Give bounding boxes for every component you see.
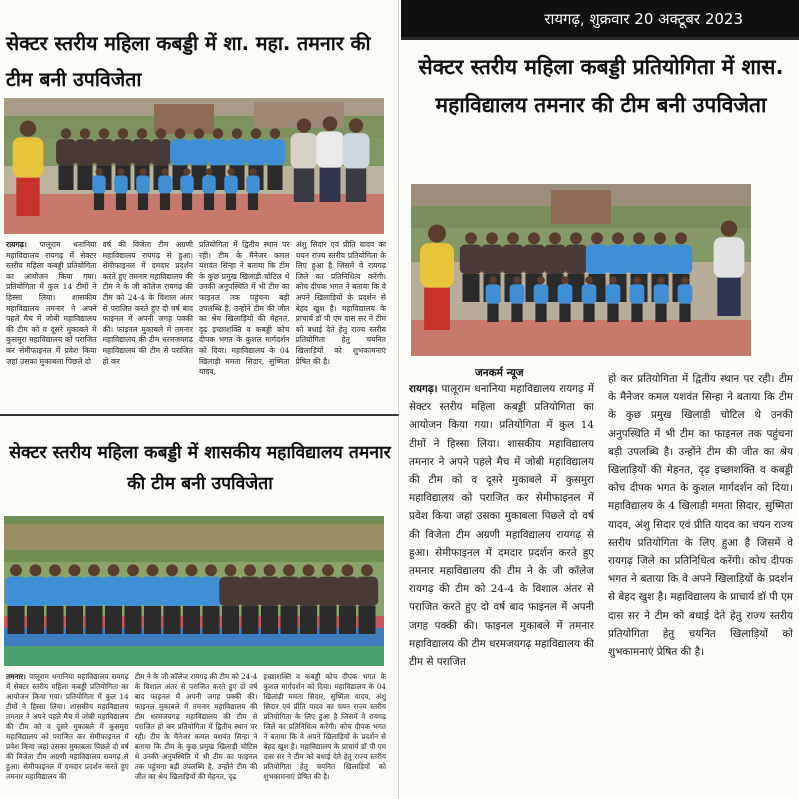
newspaper-masthead: [401, 0, 799, 40]
clipping-c-team-photo: [411, 184, 751, 356]
clipping-b-column-2: टीम ने के जी कॉलेज रायगढ़ की टीम को 24-4 के विशाल अंतर से पराजित करते हुए दो वर्ष बाद फाइनल में अपनी जगह पक्की की। फाइनल मुकाबले में तमनार महाविद्यालय की टीम धरमजयगढ़ महाविद्यालय की टीम से पराजित हो कर प्रतियोगिता में द्वितीय स्थान पर रही। टीम के मैनेजर कमल यशवंत सिन्हा ने बताया कि टीम के कुछ प्रमुख खिलाड़ी चोटिल थे उनकी अनुपस्थिति में भी टीम का फाइनल तक पहुंचना बड़ी उपलब्धि है, उन्होंने टीम की जीत का श्रेय खिलाड़ियों की मेहनत, दृढ़: [134, 672, 258, 781]
clipping-a-column-3: प्रतियोगिता में द्वितीय स्थान पर रही। टीम के मैनेजर कमल यशवंत सिन्हा ने बताया कि टीम के कुछ प्रमुख खिलाड़ी चोटिल थे उनकी अनुपस्थिति में भी टीम का फाइनल तक पहुंचना बड़ी उपलब्धि है, उन्होंने टीम की जीत का श्रेय खिलाड़ियों की मेहनत, दृढ़ इच्छाशक्ति व कबड्डी कोच दीपक भगत के कुशल मार्गदर्शन को दिया। महाविद्यालय के 04 खिलाड़ी ममता सिदार, सुष्मिता यादव,: [199, 240, 290, 377]
clipping-c-headline: सेक्टर स्तरीय महिला कबड्डी प्रतियोगिता में शास. महाविद्यालय तमनार की टीम बनी उपविजेता: [418, 55, 784, 117]
clipping-a-column-4: अंशु सिदार एवं प्रीति यादव का चयन राज्य स्तरीय प्रतियोगिता के लिए हुआ है जिसमें वे रायगढ़ जिले का प्रतिनिधित्व करेंगी। कोच दीपक भगत ने बताया कि वे अपने खिलाड़ियों के प्रदर्शन से बेहद खुश है। महाविद्यालय के प्राचार्य डॉ पी एम दास सर ने टीम को बधाई देते हेतु राज्य स्तरीय प्रतियोगिता हेतु चयनित खिलाड़ियों को शुभकामनाएं प्रेषित की है।: [295, 240, 386, 366]
clipping-top-left: [0, 0, 399, 412]
clipping-b-dateline: तमनार।: [6, 672, 26, 681]
clipping-c-column-right: हो कर प्रतियोगिता में द्वितीय स्थान पर रही। टीम के मैनेजर कमल यशवंत सिन्हा ने बताया कि टीम के कुछ प्रमुख खिलाड़ी चोटिल थे उनकी अनुपस्थिति में भी टीम का फाइनल तक पहुंचना बड़ी उपलब्धि है। उन्होंने टीम की जीत का श्रेय खिलाड़ियों की मेहनत, दृढ़ इच्छाशक्ति व कबड्डी कोच दीपक भगत के कुशल मार्गदर्शन को दिया। महाविद्यालय के 4 खिलाड़ी ममता सिदार, सुष्मिता यादव, अंशु सिदार एवं प्रीति यादव का चयन राज्य स्तरीय प्रतियोगिता के लिए हुआ है जिसमें वे रायगढ़ जिले का प्रतिनिधित्व करेंगी। कोच दीपक भगत ने बताया कि वे अपने खिलाड़ियों के प्रदर्शन से बेहद खुश है। महाविद्यालय के प्राचार्य डॉ पी एम दास सर ने टीम को बधाई देते हेतु राज्य स्तरीय प्रतियोगिता हेतु चयनित खिलाड़ियों को शुभकामनाएं प्रेषित की है।: [608, 373, 793, 659]
clipping-c-body: [409, 370, 793, 794]
clipping-a-column-1: पालूराम धनानिया महाविद्यालय रायगढ़ में सेक्टर स्तरीय महिला कबड्डी प्रतियोगिता का आयोजन किया गया। प्रतियोगिता में कुल 14 टीमों ने हिस्सा लिया। शासकीय महाविद्यालय तमनार ने अपने पहले मैच में जोबी महाविद्यालय की टीम को व दूसरे मुकाबले में कुसमुरा महाविद्यालय को पराजित कर सेमीफाइनल में प्रवेश किया जहां उसका मुकाबला पिछले दो: [6, 240, 97, 366]
clipping-a-column-2: वर्ष की विजेता टीम अग्रणी महाविद्यालय रायगढ़ से हुआ। सेमीफाइनल में दमदार प्रदर्शन करते हुए तमनार महाविद्यालय की टीम ने के जी कॉलेज रायगढ़ की टीम को 24-4 के विशाल अंतर से पराजित करते हुए दो वर्ष बाद फाइनल में अपनी जगह पक्की की। फाइनल मुकाबले में तमनार महाविद्यालय की टीम धरमजयगढ़ महाविद्यालय की टीम से पराजित हो कर: [102, 240, 193, 366]
clipping-bottom-left: [0, 414, 399, 799]
clipping-a-team-photo: [4, 98, 384, 234]
masthead-date: रायगढ़, शुक्रवार 20 अक्टूबर 2023: [544, 10, 743, 28]
clipping-a-dateline: रायगढ़।: [6, 240, 27, 249]
clipping-a-body: [6, 240, 386, 408]
clipping-right: [401, 0, 799, 799]
clipping-b-body: [6, 672, 386, 796]
clipping-a-headline: सेक्टर स्तरीय महिला कबड्डी में शा. महा. तमनार की टीम बनी उपविजेता: [6, 32, 371, 91]
clipping-c-dateline: रायगढ़।: [409, 383, 438, 395]
clipping-b-court-photo: [4, 516, 384, 666]
clipping-c-byline: जनकर्म न्यूज: [475, 367, 524, 379]
clipping-c-column-left: पालूराम धनानिया महाविद्यालय रायगढ़ में सेक्टर स्तरीय महिला कबड्डी प्रतियोगिता का आयोजन किया गया। प्रतियोगिता में कुल 14 टीमों ने हिस्सा लिया। शासकीय महाविद्यालय तमनार ने अपने पहले मैच में जोबी महाविद्यालय की टीम को व दूसरे मुकाबले में कुसमुरा महाविद्यालय को पराजित कर सेमीफाइनल में प्रवेश किया जहां उसका मुकाबला पिछले दो वर्ष की विजेता टीम अग्रणी महाविद्यालय रायगढ़ से हुआ। सेमीफाइनल में दमदार प्रदर्शन करते हुए तमनार महाविद्यालय की टीम ने के जी कॉलेज रायगढ़ की टीम को 24-4 के विशाल अंतर से पराजित करते हुए दो वर्ष बाद फाइनल में अपनी जगह पक्की की। फाइनल मुकाबले में तमनार महाविद्यालय की टीम धरमजयगढ़ महाविद्यालय की टीम से पराजित: [409, 383, 594, 669]
clipping-b-headline: सेक्टर स्तरीय महिला कबड्डी में शासकीय महाविद्यालय तमनार की टीम बनी उपविजेता: [9, 443, 391, 494]
clipping-b-column-1: पालूराम धनानिया महाविद्यालय रायगढ़ में सेक्टर स्तरीय महिला कबड्डी प्रतियोगिता का आयोजन किया गया। प्रतियोगिता में कुल 14 टीमों ने हिस्सा लिया। शासकीय महाविद्यालय तमनार ने अपने पहले मैच में जोबी महाविद्यालय की टीम को व दूसरे मुकाबले में कुसमुरा महाविद्यालय को पराजित कर सेमीफाइनल में प्रवेश किया जहां उसका मुकाबला पिछले दो वर्ष की विजेता टीम अग्रणी महाविद्यालय रायगढ़ से हुआ। सेमीफाइनल में दमदार प्रदर्शन करते हुए तमनार महाविद्यालय की: [6, 672, 129, 781]
clipping-b-column-3: इच्छाशक्ति व कबड्डी कोच दीपक भगत के कुशल मार्गदर्शन को दिया। महाविद्यालय के 04 खिलाड़ी ममता सिदार, सुष्मिता यादव, अंशु सिदार एवं प्रीति यादव का चयन राज्य स्तरीय प्रतियोगिता के लिए हुआ है जिसमें वे रायगढ़ जिले का प्रतिनिधित्व करेंगी। कोच दीपक भगत ने बताया कि वे अपने खिलाड़ियों के प्रदर्शन से बेहद खुश है। महाविद्यालय के प्राचार्य डॉ पी एम दास सर ने टीम को बधाई देते हेतु राज्य स्तरीय प्रतियोगिता हेतु चयनित खिलाड़ियों को शुभकामनाएं प्रेषित की है।: [263, 672, 386, 781]
